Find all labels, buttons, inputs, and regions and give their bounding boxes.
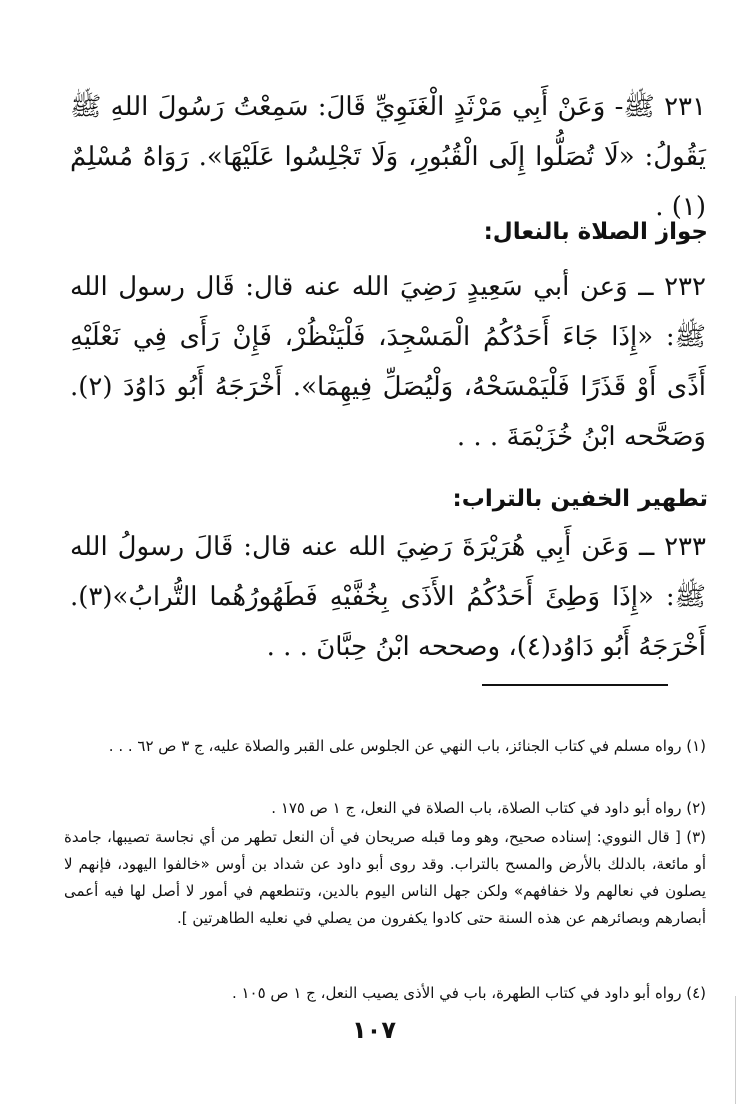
hadith-232: ٢٣٢ ــ وَعن أبي سَعِيدٍ رَضِيَ الله عنه قال: قَال رسول الله ﷺ: «إِذَا جَاءَ أَحَدُكُمُ الْمَسْجِدَ، فَلْيَنْظُرْ، فَإِنْ رَأَى فِي نَعْلَيْهِ أَذًى أَوْ قَذَرًا فَلْيَمْسَحْهُ، وَلْيُصَلِّ فِيهِمَا». أَخْرَجَهُ أَبُو دَاوُدَ (٢). وَصَحَّحه ابْنُ خُزَيْمَةَ . . .	[70, 272, 706, 452]
page-number: ١٠٧	[352, 1016, 396, 1044]
footnote-3: (٣) [ قال النووي: إسناده صحيح، وهو وما قبله صريحان في أن النعل تطهر من أي نجاسة تصيبها، جامدة أو مائعة، بالدلك بالأرض والمسح بالتراب. وقد روى أبو داود عن شداد بن أوس «خالفوا اليهود، فإنهم لا يصلون في نعالهم ولا خفافهم» ولكن جهل الناس اليوم بالدين، وتنطعهم في أمور لا أصل لها فيه أعمى أبصارهم وبصائرهم عن هذه السنة حتى كادوا يكفرون من يصلي في نعليه الطاهرتين ].	[64, 828, 706, 927]
footnote-2: (٢) رواه أبو داود في كتاب الصلاة، باب الصلاة في النعل، ج ١ ص ١٧٥ .	[271, 799, 706, 817]
section-heading-khuffs: تطهير الخفين بالتراب:	[452, 486, 708, 512]
footnote-1: (١) رواه مسلم في كتاب الجنائز، باب النهي عن الجلوس على القبر والصلاة عليه، ج ٣ ص ٦٢ . . .	[108, 737, 706, 755]
hadith-231: ٢٣١ ﷺ- وَعَنْ أَبِي مَرْثَدٍ الْغَنَوِيِّ قَالَ: سَمِعْتُ رَسُولَ اللهِ ﷺ يَقُولُ: «لَا تُصَلُّوا إِلَى الْقُبُورِ، وَلَا تَجْلِسُوا عَلَيْهَا». رَوَاهُ مُسْلِمٌ (١) .	[70, 92, 706, 222]
footnote-4: (٤) رواه أبو داود في كتاب الطهرة، باب في الأذى يصيب النعل، ج ١ ص ١٠٥ .	[231, 984, 706, 1002]
section-heading-sandals: جواز الصلاة بالنعال:	[483, 219, 708, 245]
footnote-separator	[482, 684, 668, 686]
scan-margin-line	[735, 996, 736, 1104]
hadith-233: ٢٣٣ ــ وَعَن أَبِي هُرَيْرَةَ رَضِيَ الله عنه قال: قَالَ رسولُ الله ﷺ: «إِذَا وَطِئَ أَحَدُكُمُ الأَذَى بِخُفَّيْهِ فَطَهُورُهُما التُّرابُ»(٣). أَخْرَجَهُ أَبُو دَاوُد(٤)، وصححه ابْنُ حِبَّانَ . . .	[70, 532, 706, 662]
